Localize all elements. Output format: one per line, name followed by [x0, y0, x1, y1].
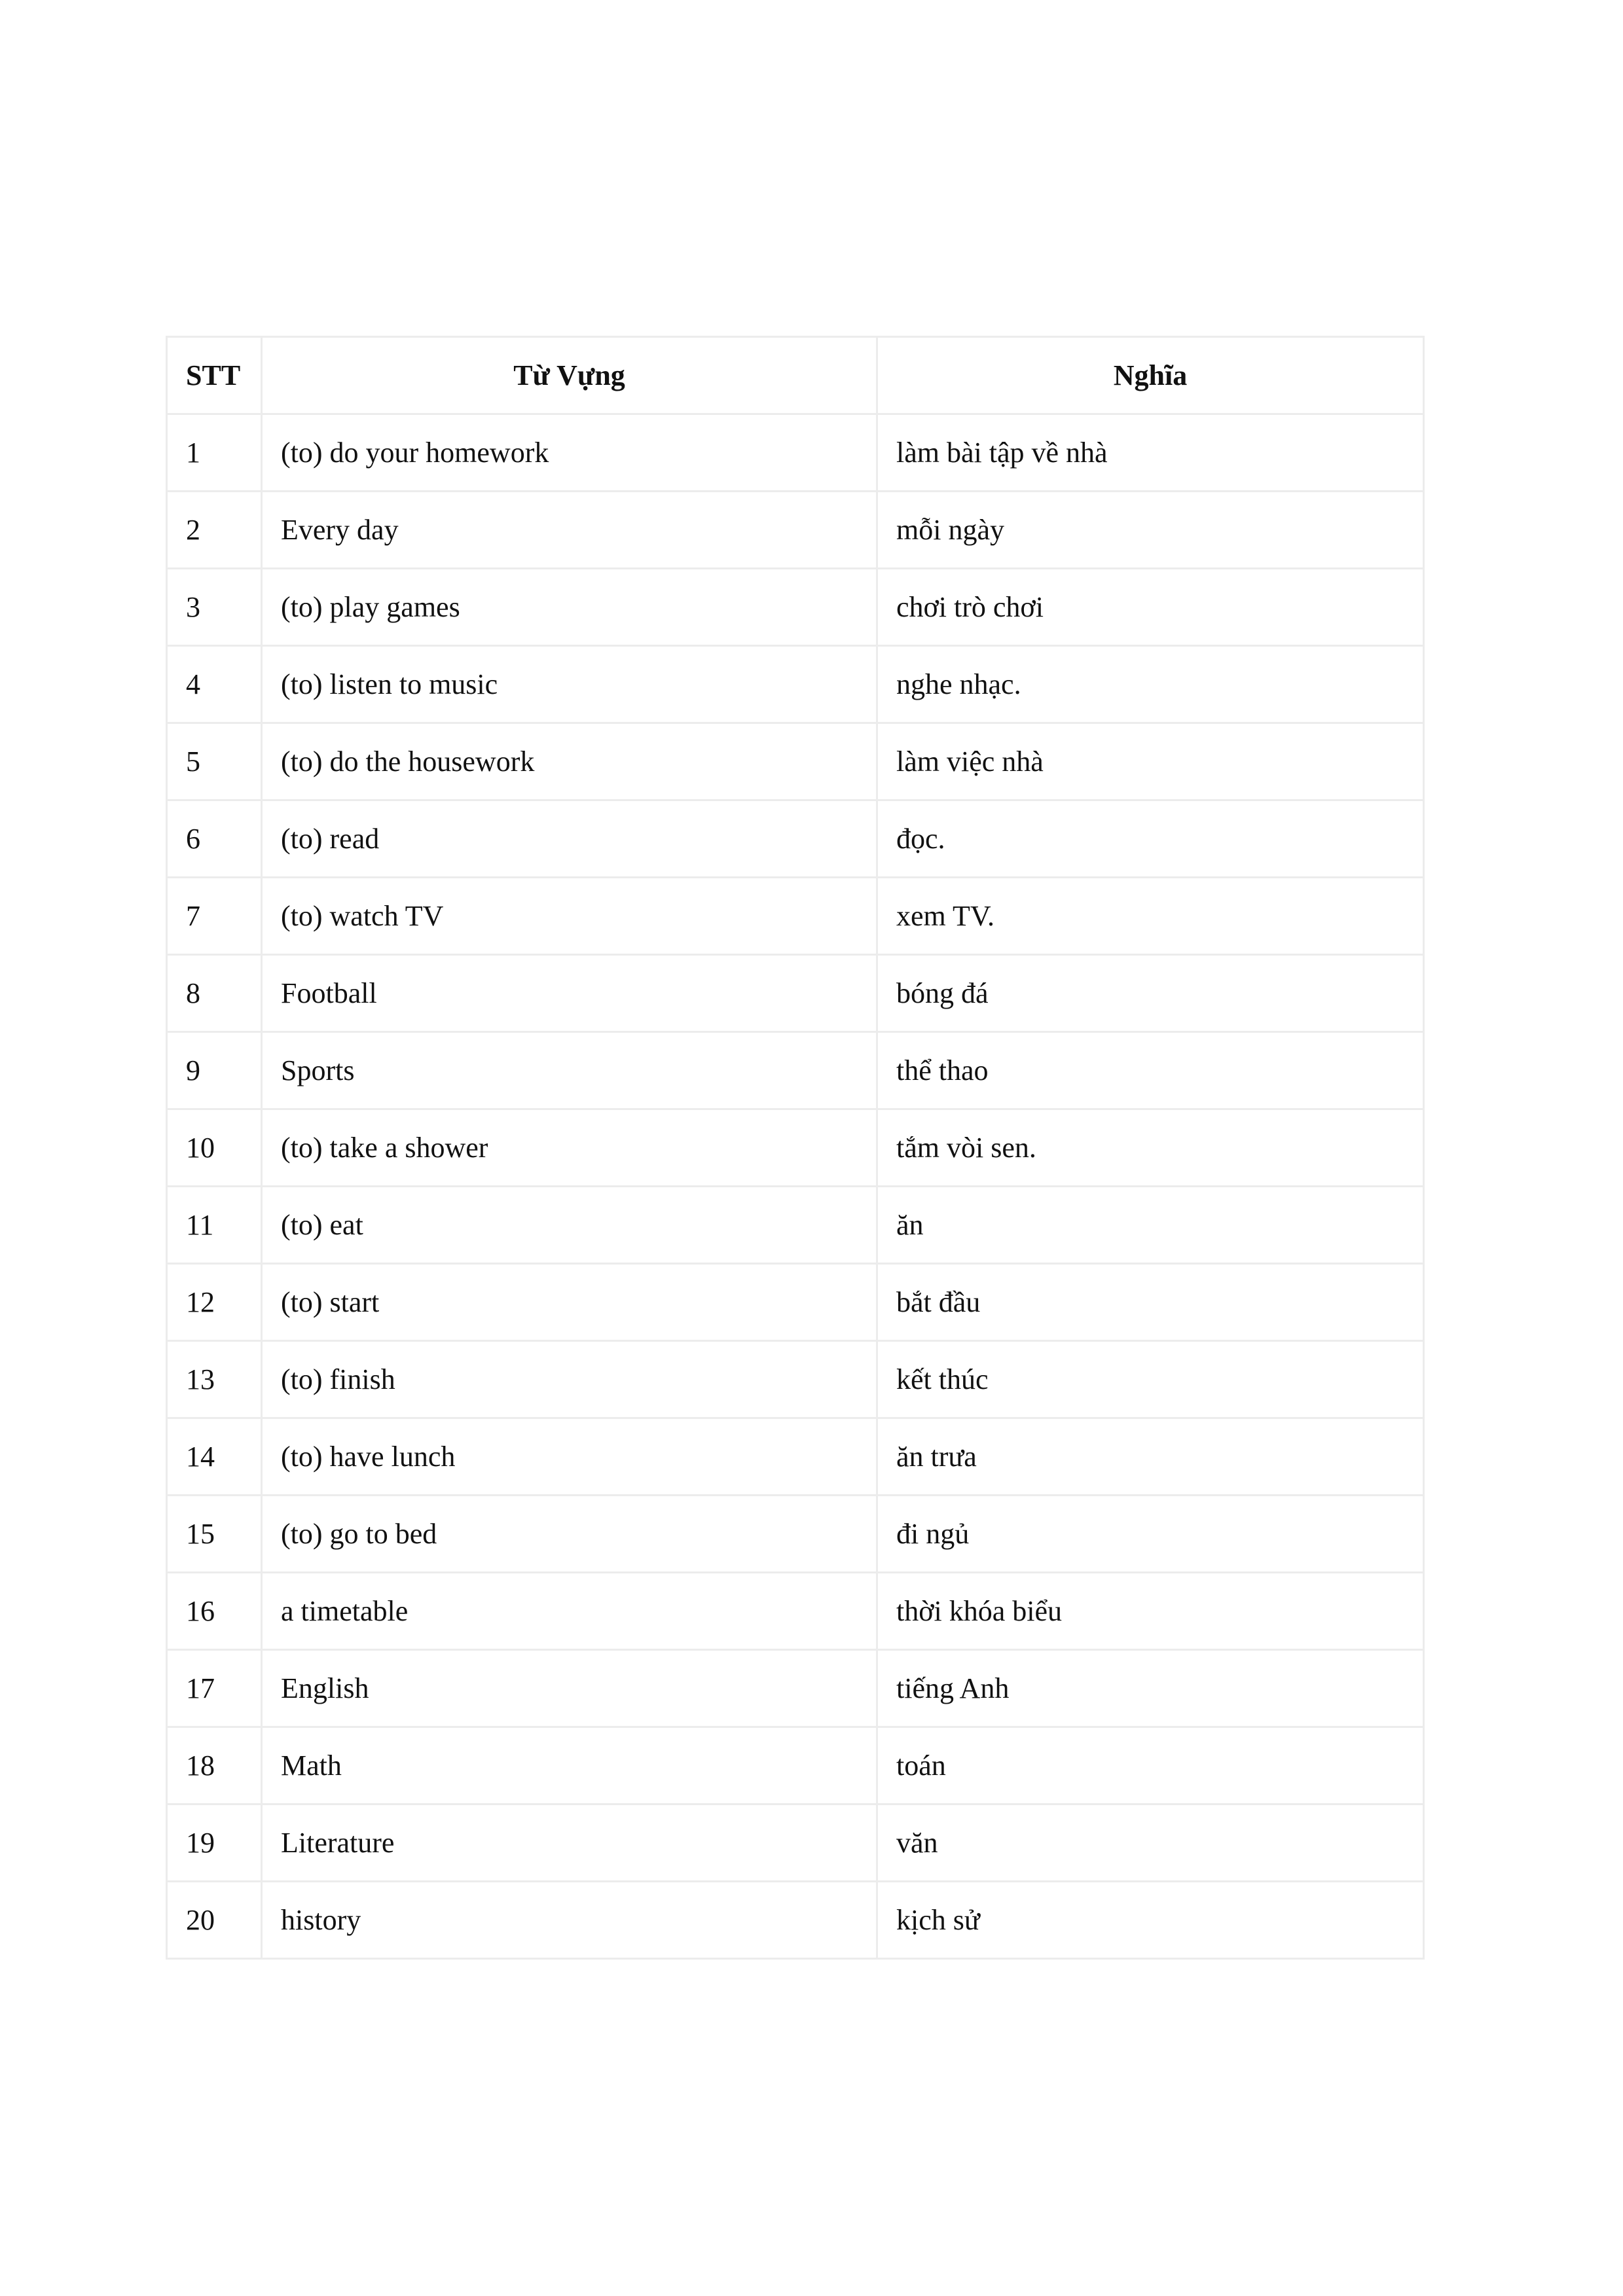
table-row — [167, 1496, 1424, 1573]
table-row — [167, 492, 1424, 569]
meaning-cell: xem TV. — [877, 878, 1424, 955]
header-meaning: Nghĩa — [877, 337, 1424, 414]
header-stt: STT — [167, 337, 262, 414]
meaning-cell: đi ngủ — [877, 1496, 1424, 1573]
vocabulary-table — [166, 336, 1425, 1960]
meaning-cell: toán — [877, 1727, 1424, 1804]
vocabulary-cell: (to) finish — [262, 1341, 877, 1418]
table-row — [167, 646, 1424, 723]
table-row — [167, 1573, 1424, 1650]
meaning-cell: làm bài tập về nhà — [877, 414, 1424, 492]
table-row — [167, 1727, 1424, 1804]
vocabulary-cell: (to) watch TV — [262, 878, 877, 955]
row-number: 14 — [167, 1418, 262, 1496]
vocabulary-cell: (to) play games — [262, 569, 877, 646]
table-row — [167, 955, 1424, 1032]
table-row — [167, 1264, 1424, 1341]
vocabulary-cell: (to) listen to music — [262, 646, 877, 723]
vocabulary-cell: (to) go to bed — [262, 1496, 877, 1573]
row-number: 16 — [167, 1573, 262, 1650]
vocabulary-cell: Sports — [262, 1032, 877, 1109]
table-row — [167, 1032, 1424, 1109]
vocabulary-cell: (to) do the housework — [262, 723, 877, 800]
row-number: 15 — [167, 1496, 262, 1573]
meaning-cell: tắm vòi sen. — [877, 1109, 1424, 1187]
row-number: 19 — [167, 1804, 262, 1882]
row-number: 20 — [167, 1882, 262, 1959]
table-row — [167, 1804, 1424, 1882]
vocabulary-cell: (to) have lunch — [262, 1418, 877, 1496]
meaning-cell: ăn — [877, 1187, 1424, 1264]
row-number: 6 — [167, 800, 262, 878]
meaning-cell: bóng đá — [877, 955, 1424, 1032]
row-number: 4 — [167, 646, 262, 723]
row-number: 17 — [167, 1650, 262, 1727]
vocabulary-cell: history — [262, 1882, 877, 1959]
table-row — [167, 1341, 1424, 1418]
meaning-cell: kịch sử — [877, 1882, 1424, 1959]
row-number: 1 — [167, 414, 262, 492]
table-row — [167, 414, 1424, 492]
table-row — [167, 800, 1424, 878]
meaning-cell: thể thao — [877, 1032, 1424, 1109]
row-number: 12 — [167, 1264, 262, 1341]
row-number: 3 — [167, 569, 262, 646]
table-row — [167, 1882, 1424, 1959]
table-row — [167, 1109, 1424, 1187]
vocabulary-cell: English — [262, 1650, 877, 1727]
table-row — [167, 1187, 1424, 1264]
vocabulary-cell: (to) read — [262, 800, 877, 878]
table-header-row — [167, 337, 1424, 414]
meaning-cell: tiếng Anh — [877, 1650, 1424, 1727]
meaning-cell: bắt đầu — [877, 1264, 1424, 1341]
meaning-cell: mỗi ngày — [877, 492, 1424, 569]
header-vocabulary: Từ Vựng — [262, 337, 877, 414]
table-row — [167, 723, 1424, 800]
meaning-cell: đọc. — [877, 800, 1424, 878]
vocabulary-cell: a timetable — [262, 1573, 877, 1650]
vocabulary-cell: Math — [262, 1727, 877, 1804]
row-number: 13 — [167, 1341, 262, 1418]
row-number: 2 — [167, 492, 262, 569]
meaning-cell: thời khóa biểu — [877, 1573, 1424, 1650]
vocabulary-cell: (to) start — [262, 1264, 877, 1341]
vocabulary-cell: Literature — [262, 1804, 877, 1882]
vocabulary-cell: (to) eat — [262, 1187, 877, 1264]
row-number: 9 — [167, 1032, 262, 1109]
meaning-cell: nghe nhạc. — [877, 646, 1424, 723]
vocabulary-cell: Football — [262, 955, 877, 1032]
row-number: 5 — [167, 723, 262, 800]
table-body — [167, 414, 1424, 1959]
row-number: 11 — [167, 1187, 262, 1264]
vocabulary-cell: Every day — [262, 492, 877, 569]
meaning-cell: chơi trò chơi — [877, 569, 1424, 646]
row-number: 10 — [167, 1109, 262, 1187]
row-number: 7 — [167, 878, 262, 955]
table-row — [167, 878, 1424, 955]
meaning-cell: kết thúc — [877, 1341, 1424, 1418]
meaning-cell: ăn trưa — [877, 1418, 1424, 1496]
meaning-cell: làm việc nhà — [877, 723, 1424, 800]
meaning-cell: văn — [877, 1804, 1424, 1882]
table-row — [167, 1650, 1424, 1727]
row-number: 18 — [167, 1727, 262, 1804]
table-row — [167, 569, 1424, 646]
row-number: 8 — [167, 955, 262, 1032]
vocabulary-cell: (to) do your homework — [262, 414, 877, 492]
vocabulary-cell: (to) take a shower — [262, 1109, 877, 1187]
table-row — [167, 1418, 1424, 1496]
